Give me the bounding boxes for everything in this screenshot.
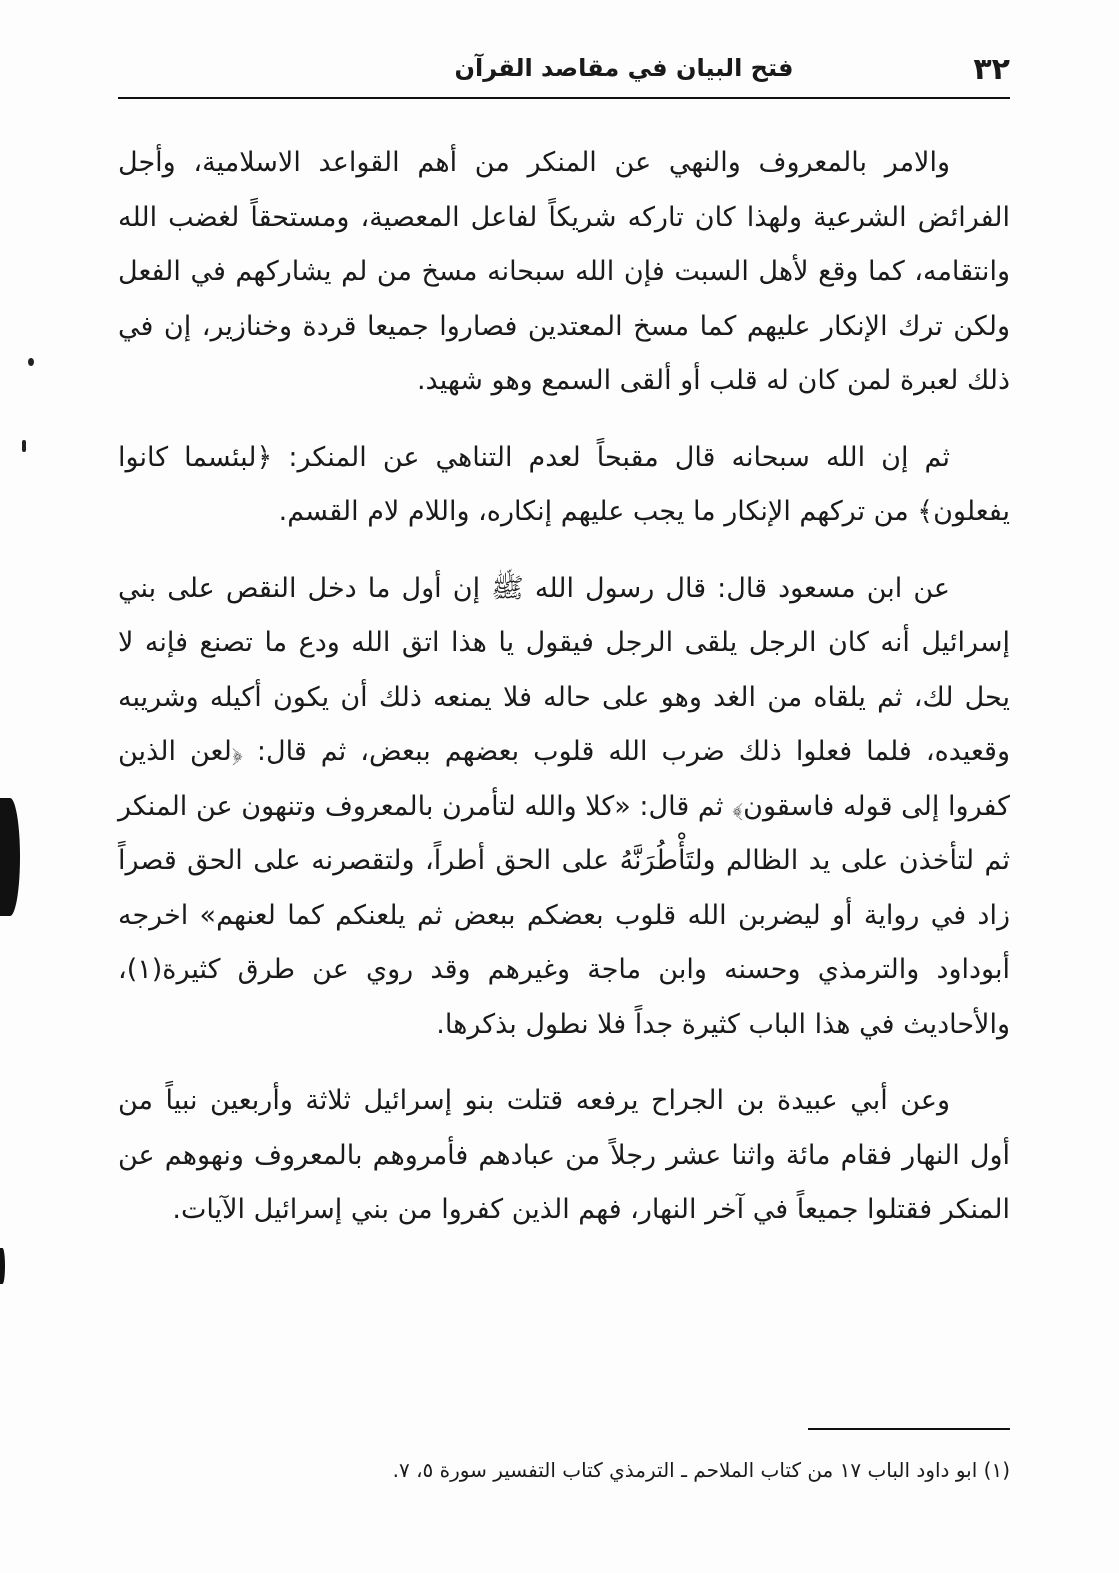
scan-edge-shadow xyxy=(0,1248,5,1284)
paragraph-4: وعن أبي عبيدة بن الجراح يرفعه قتلت بنو إسرائيل ثلاثة وأربعين نبياً من أول النهار فقام مائة واثنا عشر رجلاً من عبادهم فأمروهم بالمعروف ونهوهم عن المنكر فقتلوا جميعاً في آخر النهار، فهم الذين كفروا من بني إسرائيل الآيات. xyxy=(118,1085,1010,1225)
footnote: (١) ابو داود الباب ١٧ من كتاب الملاحم ـ الترمذي كتاب التفسير سورة ٥، ٧. xyxy=(392,1458,1010,1482)
footnote-rule xyxy=(808,1428,1010,1430)
scan-speck xyxy=(22,440,26,452)
header-rule xyxy=(118,97,1010,99)
running-title: فتح البيان في مقاصد القرآن xyxy=(454,54,794,82)
paragraph-1: والامر بالمعروف والنهي عن المنكر من أهم القواعد الاسلامية، وأجل الفرائض الشرعية ولهذا كان تاركه شريكاً لفاعل المعصية، ومستحقاً لغضب الله وانتقامه، كما وقع لأهل السبت فإن الله سبحانه مسخ من لم يشاركهم في الفعل ولكن ترك الإنكار عليهم كما مسخ المعتدين فصاروا جميعا قردة وخنازير، إن في ذلك لعبرة لمن كان له قلب أو ألقى السمع وهو شهيد. xyxy=(118,147,1010,396)
paragraph-gap xyxy=(118,409,1010,431)
paragraph-2: ثم إن الله سبحانه قال مقبحاً لعدم التناهي عن المنكر: ﴿لبئسما كانوا يفعلون﴾ من تركهم الإنكار ما يجب عليهم إنكاره، واللام لام القسم. xyxy=(118,441,1010,527)
paragraph-gap xyxy=(118,540,1010,562)
page-number: ٣٢ xyxy=(973,52,1010,87)
body-text xyxy=(118,136,1010,1238)
scan-speck xyxy=(28,358,34,366)
running-head xyxy=(118,52,1010,98)
scan-edge-shadow xyxy=(0,798,20,916)
paragraph-3: عن ابن مسعود قال: قال رسول الله ﷺ إن أول ما دخل النقص على بني إسرائيل أنه كان الرجل يلقى الرجل فيقول يا هذا اتق الله ودع ما تصنع فإنه لا يحل لك، ثم يلقاه من الغد وهو على حاله فلا يمنعه ذلك أن يكون أكيله وشريبه وقعيده، فلما فعلوا ذلك ضرب الله قلوب بعضهم ببعض، ثم قال: ﴿لعن الذين كفروا إلى قوله فاسقون﴾ ثم قال: «كلا والله لتأمرن بالمعروف وتنهون عن المنكر ثم لتأخذن على يد الظالم ولتَأْطُرَنَّهُ على الحق أطراً، ولتقصرنه على الحق قصراً زاد في رواية أو ليضربن الله قلوب بعضكم ببعض ثم يلعنكم كما لعنهم» اخرجه أبوداود والترمذي وحسنه وابن ماجة وغيرهم وقد روي عن طرق كثيرة(١)، والأحاديث في هذا الباب كثيرة جداً فلا نطول بذكرها. xyxy=(118,572,1010,1040)
paragraph-gap xyxy=(118,1052,1010,1074)
